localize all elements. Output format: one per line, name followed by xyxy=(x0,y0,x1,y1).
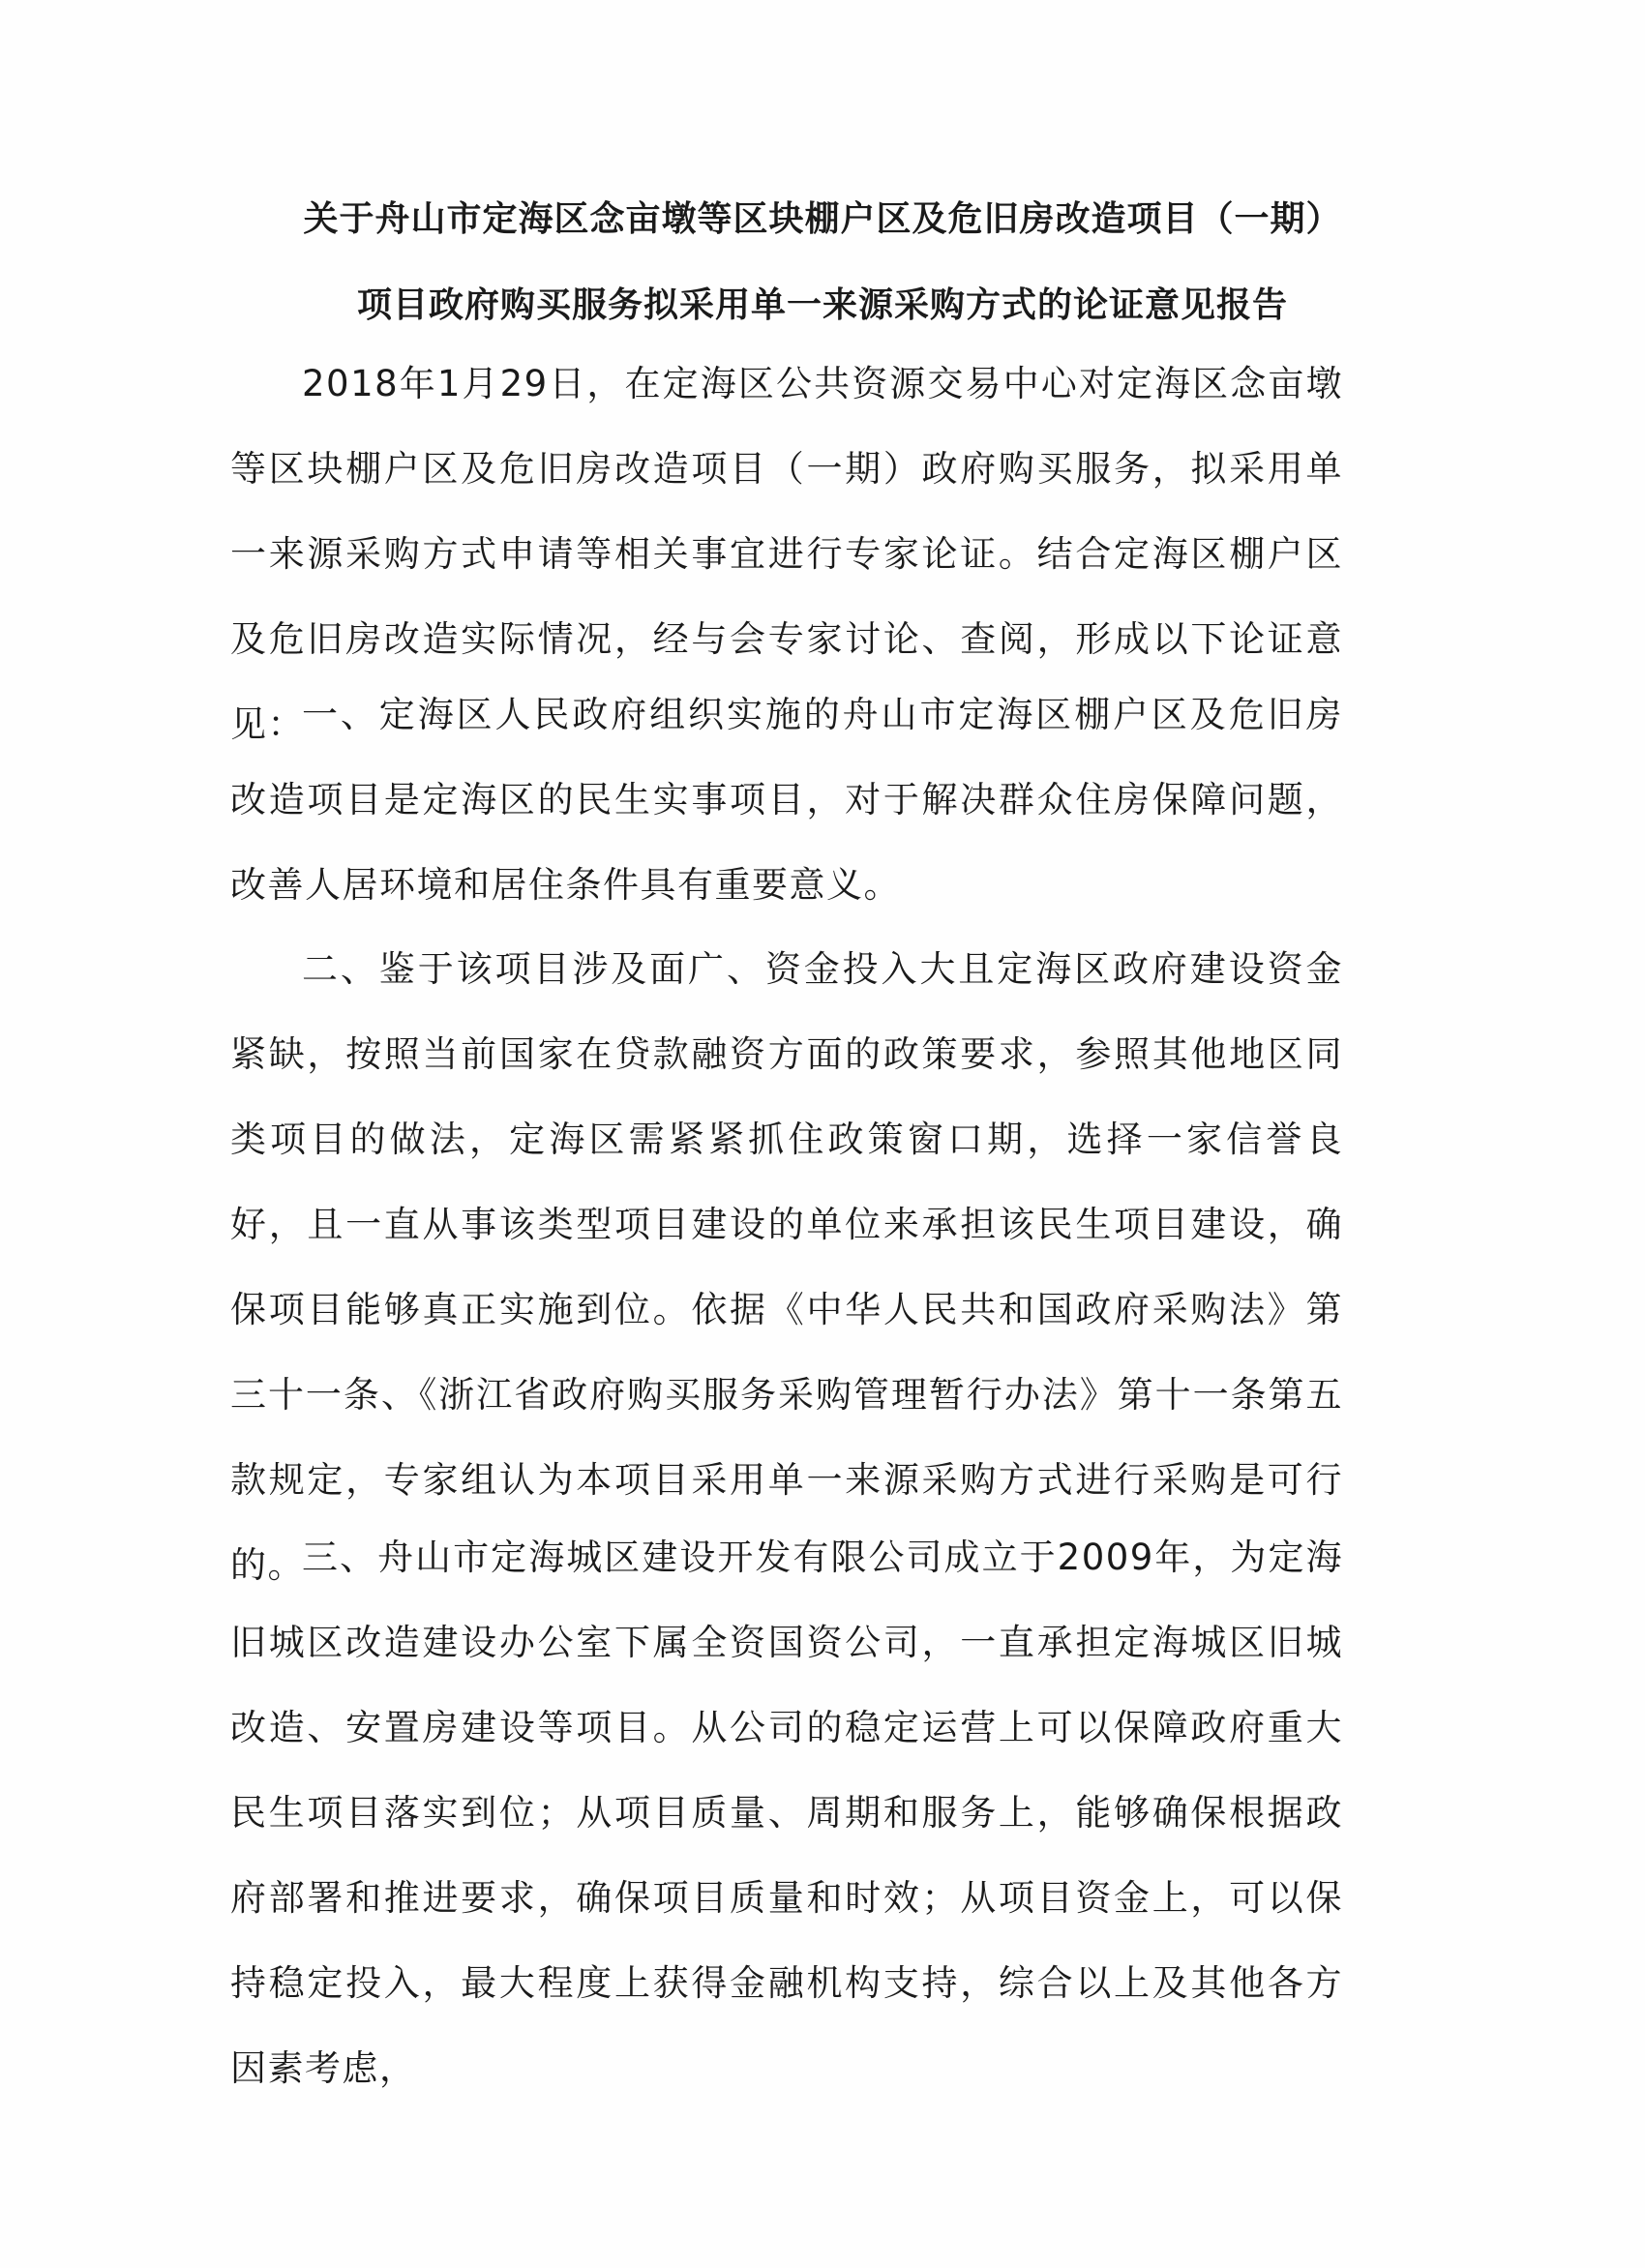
paragraph-text: 三、舟山市定海城区建设开发有限公司成立于2009年，为定海旧城区改造建设办公室下属全资国资公司，一直承担定海城区旧城改造、安置房建设等项目。从公司的稳定运营上可以保障政府重大民生项目落实到位；从项目质量、周期和服务上，能够确保根据政府部署和推进要求，确保项目质量和时效；从项目资金上，可以保持稳定投入，最大程度上获得金融机构支持，综合以上及其他各方因素考虑， xyxy=(230,1537,1343,2089)
paragraph-text: 2018年1月29日，在定海区公共资源交易中心对定海区念亩墩等区块棚户区及危旧房改造项目（一期）政府购买服务，拟采用单一来源采购方式申请等相关事宜进行专家论证。结合定海区棚户区及危旧房改造实际情况，经与会专家讨论、查阅，形成以下论证意见： xyxy=(230,363,1343,745)
paragraph-text: 一、定海区人民政府组织实施的舟山市定海区棚户区及危旧房改造项目是定海区的民生实事项目，对于解决群众住房保障问题，改善人居环境和居住条件具有重要意义。 xyxy=(230,694,1343,906)
paragraph-text: 二、鉴于该项目涉及面广、资金投入大且定海区政府建设资金紧缺，按照当前国家在贷款融资方面的政策要求，参照其他地区同类项目的做法，定海区需紧紧抓住政策窗口期，选择一家信誉良好，且一直从事该类型项目建设的单位来承担该民生项目建设，确保项目能够真正实施到位。依据《中华人民共和国政府采购法》第三十一条、《浙江省政府购买服务采购管理暂行办法》第十一条第五款规定，专家组认为本项目采用单一来源采购方式进行采购是可行的。 xyxy=(230,948,1343,1586)
paragraph-point-3 xyxy=(230,1515,1343,2111)
document-title-line-1: 关于舟山市定海区念亩墩等区块棚户区及危旧房改造项目（一期） xyxy=(303,198,1342,239)
paragraph-point-1 xyxy=(230,672,1343,928)
document-title-line-2: 项目政府购买服务拟采用单一来源采购方式的论证意见报告 xyxy=(356,284,1288,325)
paragraph-point-2 xyxy=(230,927,1343,1608)
